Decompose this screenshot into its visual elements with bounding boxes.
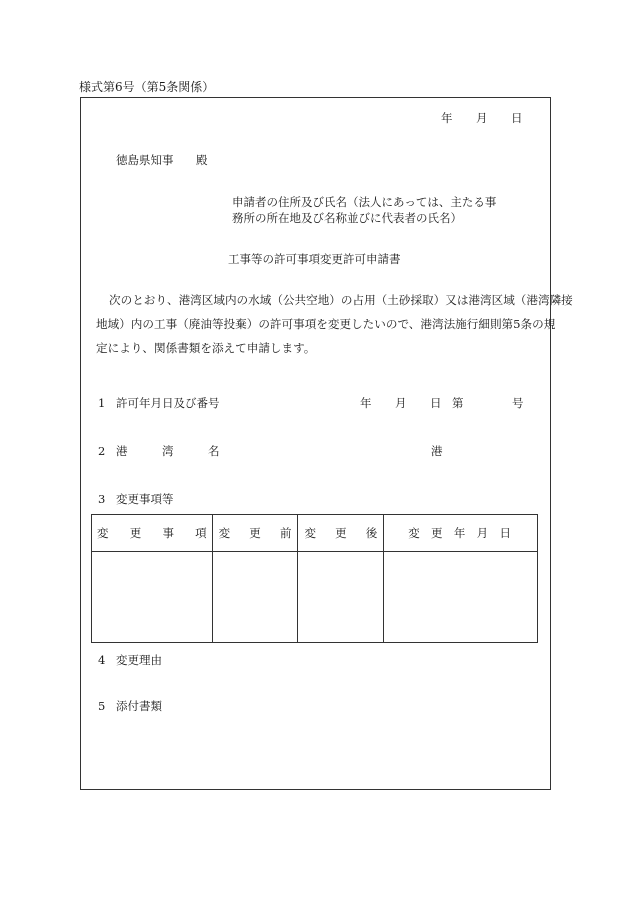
header-char: 変 <box>218 526 231 540</box>
item1-number: 1 <box>98 396 106 410</box>
header-char: 事 <box>162 526 174 540</box>
item5-label: 添付書類 <box>116 699 162 713</box>
change-date-cell[interactable] <box>384 552 538 643</box>
item2-label-char-3: 名 <box>208 444 220 458</box>
form-number-label: 様式第6号（第5条関係） <box>79 80 215 94</box>
applicant-line-2: 務所の所在地及び名称並びに代表者の氏名） <box>232 211 462 225</box>
header-char: 更 <box>249 526 261 540</box>
change-item-cell[interactable] <box>92 552 213 643</box>
header-before-change <box>212 515 298 552</box>
item1-month: 月 <box>395 396 407 410</box>
body-line-2: 地域）内の工事（廃油等投棄）の許可事項を変更したいので、港湾法施行細則第5条の規 <box>96 317 556 331</box>
body-line-1: 次のとおり、港湾区域内の水域（公共空地）の占用（土砂採取）又は港湾区域（港湾隣接 <box>109 293 573 307</box>
header-char: 更 <box>335 526 347 540</box>
header-char: 後 <box>365 526 378 540</box>
item3-number: 3 <box>98 492 106 506</box>
item1-go: 号 <box>512 396 524 410</box>
header-char: 月 <box>476 526 489 540</box>
header-char: 前 <box>279 526 292 540</box>
item4-number: 4 <box>98 653 106 667</box>
item1-label: 許可年月日及び番号 <box>116 396 220 410</box>
document-title: 工事等の許可事項変更許可申請書 <box>228 252 401 266</box>
date-day: 日 <box>511 111 523 125</box>
header-char: 項 <box>195 526 207 540</box>
applicant-line-1: 申請者の住所及び氏名（法人にあっては、主たる事 <box>232 195 497 209</box>
item1-dai: 第 <box>452 396 464 410</box>
table-row <box>92 552 538 643</box>
item3-label: 変更事項等 <box>116 492 174 506</box>
header-after-change <box>298 515 384 552</box>
header-char: 変 <box>408 526 420 540</box>
header-change-date <box>384 515 538 552</box>
item2-label-char-2: 湾 <box>162 444 174 458</box>
item1-year: 年 <box>360 396 372 410</box>
item4-label: 変更理由 <box>116 653 162 667</box>
date-year: 年 <box>441 111 453 125</box>
addressee-honorific: 殿 <box>196 153 208 167</box>
header-char: 変 <box>97 526 109 540</box>
item2-label-char-1: 港 <box>116 444 128 458</box>
header-char: 変 <box>304 526 316 540</box>
before-change-cell[interactable] <box>212 552 298 643</box>
body-line-3: 定により、関係書類を添えて申請します。 <box>96 341 316 355</box>
item2-number: 2 <box>98 444 106 458</box>
change-items-table <box>91 514 538 643</box>
date-month: 月 <box>476 111 488 125</box>
item2-suffix: 港 <box>431 444 443 458</box>
header-change-item <box>92 515 213 552</box>
table-header-row <box>92 515 538 552</box>
item5-number: 5 <box>98 699 106 713</box>
header-char: 日 <box>499 526 511 540</box>
after-change-cell[interactable] <box>298 552 384 643</box>
header-char: 年 <box>453 526 466 540</box>
item1-day: 日 <box>430 396 442 410</box>
header-char: 更 <box>431 526 443 540</box>
addressee-title: 徳島県知事 <box>116 153 174 167</box>
header-char: 更 <box>129 526 142 540</box>
